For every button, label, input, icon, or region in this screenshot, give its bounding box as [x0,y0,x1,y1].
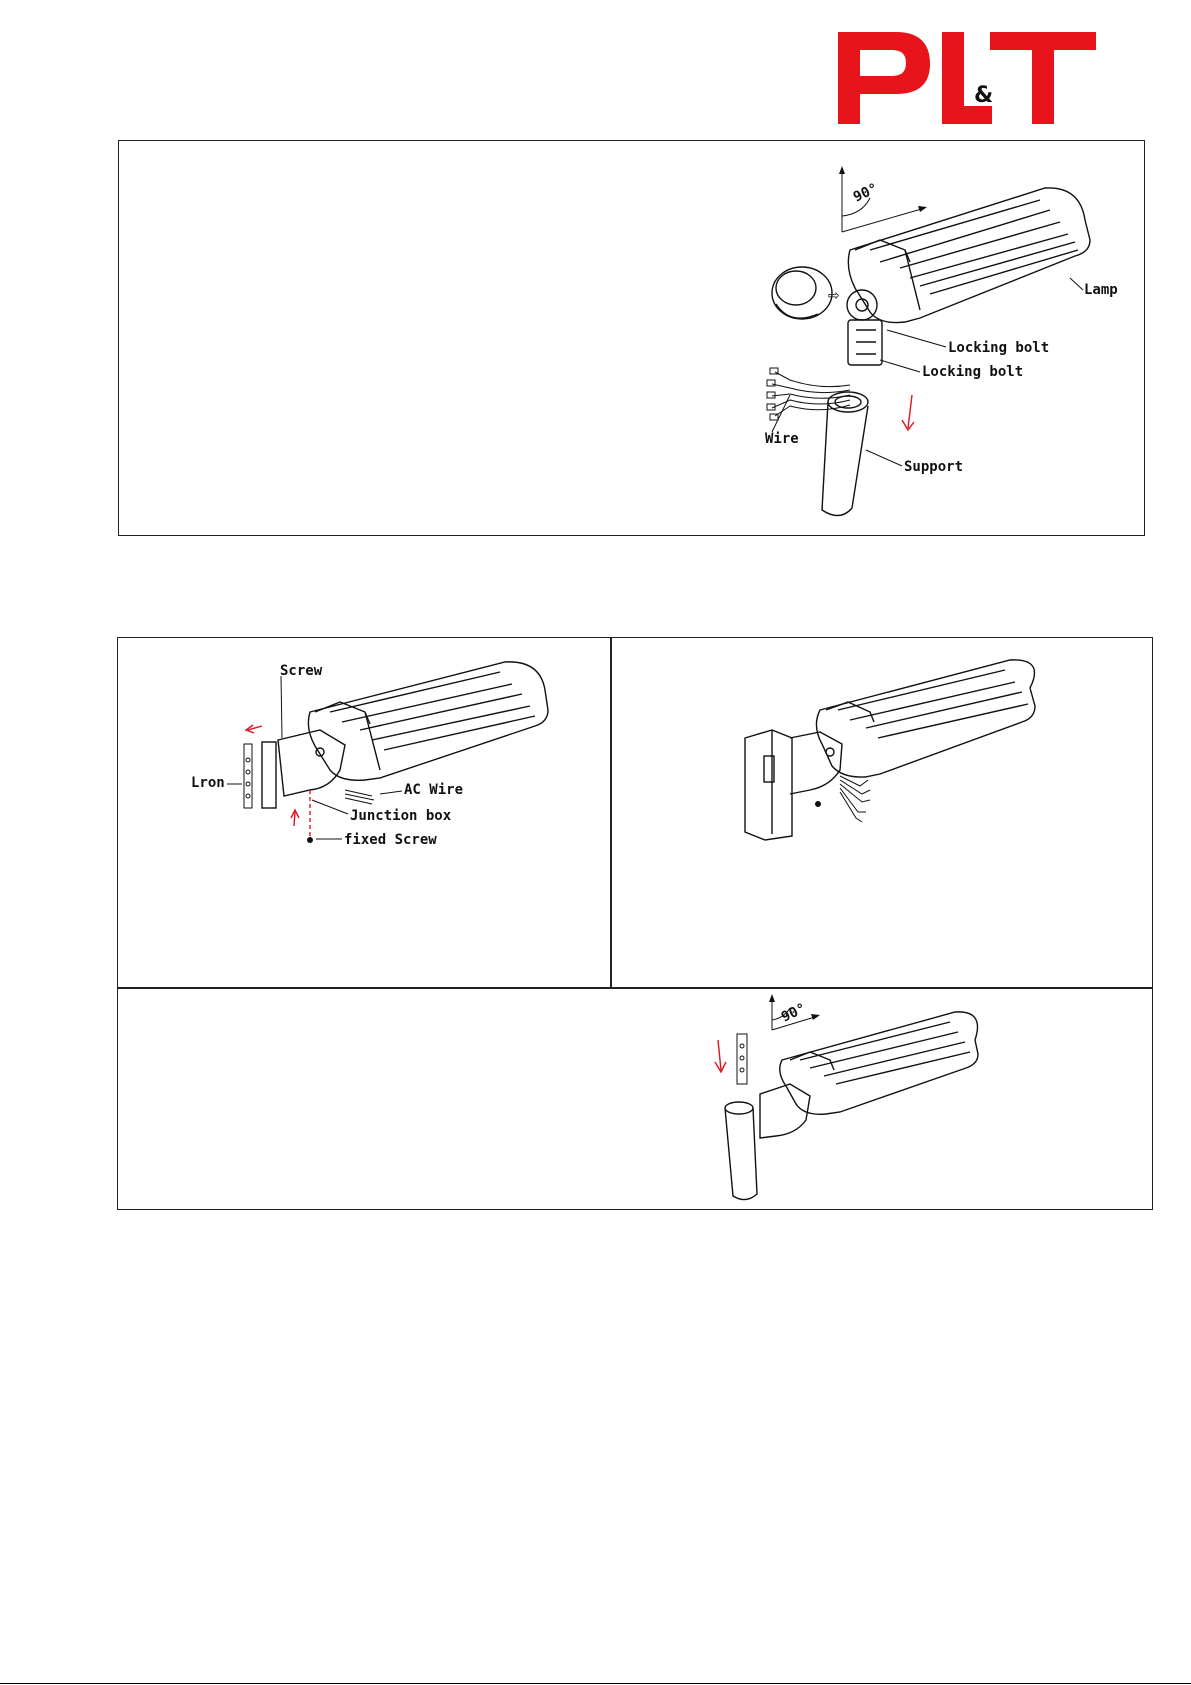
label-support: Support [904,459,964,475]
bottom-panel [117,987,1153,1210]
label-lamp: Lamp [1084,282,1118,298]
svg-text:⇨: ⇨ [828,288,840,304]
label-ac-wire: AC Wire [404,782,464,798]
footer-rule [0,1683,1191,1684]
mid-right-panel [610,637,1153,989]
label-screw: Screw [280,663,323,679]
label-iron: Lron [191,775,225,791]
label-locking-bolt-2: Locking bolt [922,364,1024,380]
angle-label-top: 90° [850,180,881,206]
label-wire: Wire [765,431,799,447]
label-locking-bolt-1: Locking bolt [948,340,1050,356]
mid-left-panel [117,637,612,989]
svg-text:&: & [974,83,994,108]
lamp-head-top [848,188,1090,323]
angle-label-bottom: 90° [778,1000,809,1026]
label-fixed-screw: fixed Screw [344,832,437,848]
label-junction-box: Junction box [350,808,452,824]
